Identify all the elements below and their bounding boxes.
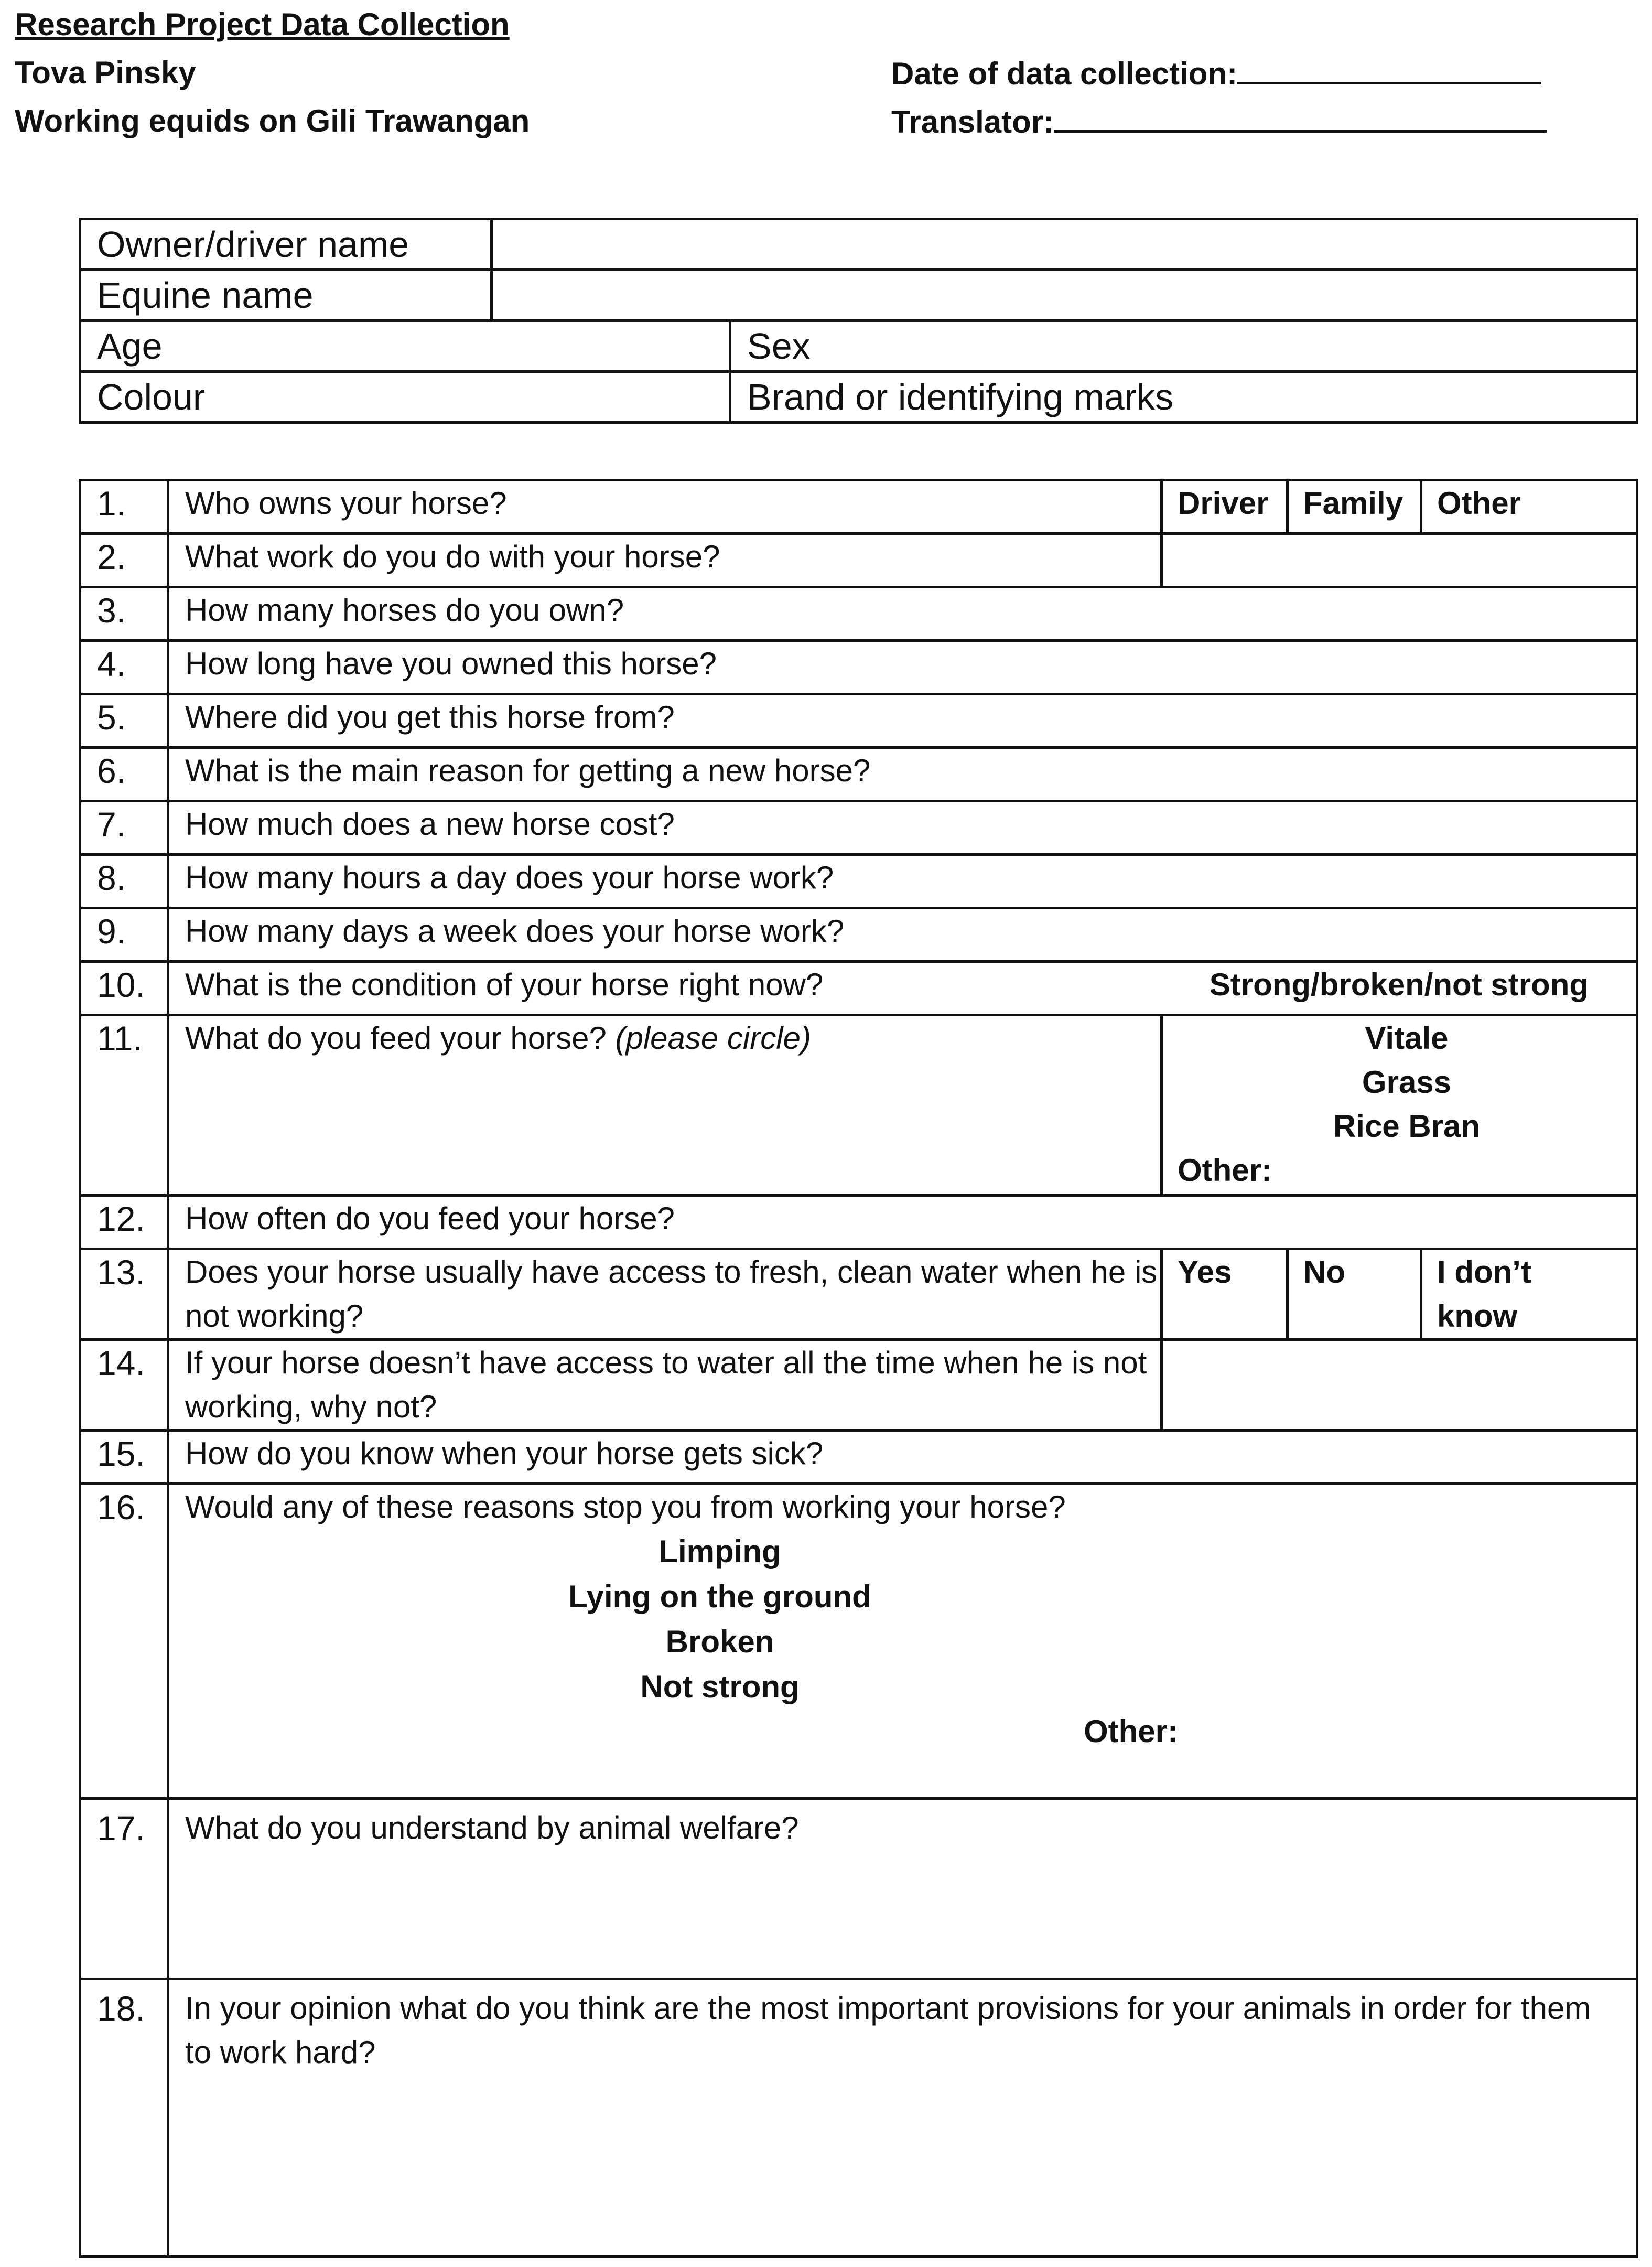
translator-blank[interactable]	[1054, 103, 1547, 133]
date-label: Date of data collection:	[891, 56, 1238, 91]
question-number: 16.	[80, 1484, 168, 1799]
option-no[interactable]: No	[1288, 1249, 1421, 1340]
question-text: Would any of these reasons stop you from working your horse?	[185, 1489, 1066, 1524]
owner-field[interactable]	[492, 219, 1637, 270]
author-name: Tova Pinsky	[15, 55, 196, 90]
question-text[interactable]: What is the main reason for getting a new horse?	[168, 748, 1637, 801]
question-number: 8.	[80, 855, 168, 908]
question-number: 10.	[80, 962, 168, 1015]
question-text[interactable]: How many hours a day does your horse work?	[168, 855, 1637, 908]
age-label: Age	[97, 326, 163, 367]
question-text[interactable]: How many horses do you own?	[168, 587, 1637, 641]
option-dont-know[interactable]: I don’t know	[1421, 1249, 1637, 1340]
question-text: Who owns your horse?	[168, 480, 1162, 534]
sex-cell[interactable]	[730, 321, 1637, 372]
question-number: 9.	[80, 908, 168, 962]
question-number: 1.	[80, 480, 168, 534]
question-text: What work do you do with your horse?	[168, 534, 1162, 587]
form-title: Research Project Data Collection	[15, 7, 510, 42]
reasons-list	[169, 1529, 1270, 1710]
sex-label: Sex	[747, 326, 811, 367]
option-broken[interactable]: Broken	[665, 1624, 774, 1659]
option-limping[interactable]: Limping	[658, 1534, 781, 1569]
option-other[interactable]: Other	[1421, 480, 1637, 534]
option-other-label[interactable]: Other:	[1178, 1153, 1272, 1188]
equine-info-table	[79, 218, 1638, 424]
question-row	[80, 1340, 1637, 1431]
question-text: If your horse doesn’t have access to water all the time when he is not working, why not?	[168, 1340, 1162, 1431]
question-row	[80, 1484, 1637, 1799]
date-blank[interactable]	[1237, 55, 1541, 84]
question-text: Does your horse usually have access to fresh, clean water when he is not working?	[168, 1249, 1162, 1340]
question-number: 7.	[80, 801, 168, 855]
question-number: 14.	[80, 1340, 168, 1431]
question-number: 6.	[80, 748, 168, 801]
feed-options-cell	[1162, 1015, 1637, 1196]
question-row	[80, 534, 1637, 587]
date-field	[891, 55, 1541, 92]
question-number: 13.	[80, 1249, 168, 1340]
option-lying-on-ground[interactable]: Lying on the ground	[568, 1579, 871, 1614]
option-other-label[interactable]: Other:	[1084, 1714, 1178, 1749]
answer-field[interactable]	[1162, 1340, 1637, 1431]
question-text[interactable]: How long have you owned this horse?	[168, 641, 1637, 694]
questions-table	[79, 479, 1638, 2258]
question-text[interactable]: Where did you get this horse from?	[168, 694, 1637, 748]
brand-cell[interactable]	[730, 372, 1637, 423]
question-number: 5.	[80, 694, 168, 748]
question-text[interactable]: What do you understand by animal welfare?	[168, 1799, 1637, 1979]
question-number: 17.	[80, 1799, 168, 1979]
condition-cell[interactable]	[168, 962, 1637, 1015]
question-number: 2.	[80, 534, 168, 587]
equine-name-field[interactable]	[492, 270, 1637, 321]
option-rice-bran[interactable]: Rice Bran	[1333, 1109, 1481, 1144]
question-row	[80, 908, 1637, 962]
question-text[interactable]: How much does a new horse cost?	[168, 801, 1637, 855]
colour-label: Colour	[97, 377, 206, 417]
option-vitale[interactable]: Vitale	[1365, 1020, 1449, 1056]
question-row	[80, 855, 1637, 908]
equine-name-label: Equine name	[80, 270, 492, 321]
answer-field[interactable]	[1162, 534, 1637, 587]
translator-label: Translator:	[891, 104, 1054, 139]
question-text[interactable]: How many days a week does your horse work?	[168, 908, 1637, 962]
question-row	[80, 962, 1637, 1015]
reasons-cell[interactable]	[168, 1484, 1637, 1799]
question-text[interactable]: How often do you feed your horse?	[168, 1196, 1637, 1249]
question-text: What is the condition of your horse right now?	[185, 967, 824, 1002]
question-row	[80, 1979, 1637, 2257]
condition-options[interactable]: Strong/broken/not strong	[1209, 967, 1589, 1002]
question-text[interactable]: How do you know when your horse gets sick?	[168, 1431, 1637, 1484]
question-row	[80, 1249, 1637, 1340]
brand-label: Brand or identifying marks	[747, 377, 1174, 417]
question-number: 3.	[80, 587, 168, 641]
question-row	[80, 748, 1637, 801]
age-cell[interactable]	[80, 321, 730, 372]
option-family[interactable]: Family	[1288, 480, 1421, 534]
question-text: What do you feed your horse?	[185, 1020, 607, 1056]
question-text[interactable]: In your opinion what do you think are the most important provisions for your animals in order for them to work hard?	[168, 1979, 1637, 2257]
question-number: 12.	[80, 1196, 168, 1249]
option-grass[interactable]: Grass	[1362, 1065, 1452, 1100]
question-number: 15.	[80, 1431, 168, 1484]
colour-cell[interactable]	[80, 372, 730, 423]
question-note: (please circle)	[615, 1020, 811, 1056]
question-row	[80, 1196, 1637, 1249]
question-text-cell	[168, 1015, 1162, 1196]
option-yes[interactable]: Yes	[1162, 1249, 1288, 1340]
question-row	[80, 480, 1637, 534]
question-row	[80, 587, 1637, 641]
question-number: 4.	[80, 641, 168, 694]
question-number: 11.	[80, 1015, 168, 1196]
translator-field	[891, 103, 1547, 141]
question-row	[80, 641, 1637, 694]
owner-label: Owner/driver name	[80, 219, 492, 270]
project-name: Working equids on Gili Trawangan	[15, 103, 530, 138]
question-row	[80, 1799, 1637, 1979]
question-row	[80, 694, 1637, 748]
question-row	[80, 1431, 1637, 1484]
option-not-strong[interactable]: Not strong	[640, 1669, 800, 1704]
question-number: 18.	[80, 1979, 168, 2257]
option-driver[interactable]: Driver	[1162, 480, 1288, 534]
question-row	[80, 801, 1637, 855]
question-row	[80, 1015, 1637, 1196]
